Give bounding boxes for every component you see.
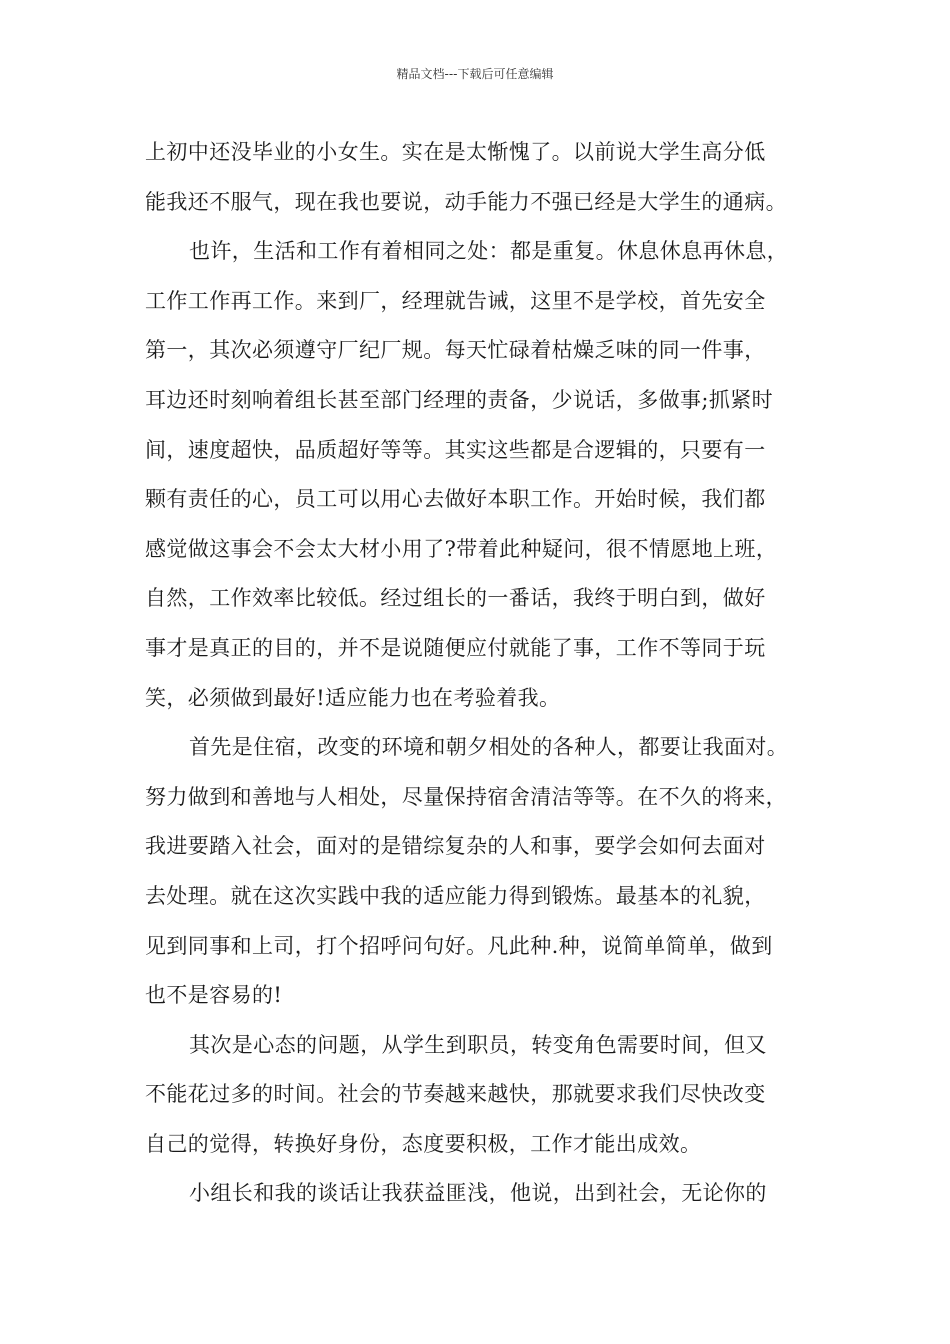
text-line: 去处理。就在这次实践中我的适应能力得到锻炼。最基本的礼貌，	[145, 883, 766, 908]
paragraph-start-line: 其次是心态的问题，从学生到职员，转变角色需要时间，但又	[189, 1032, 767, 1057]
paragraph-start-line: 首先是住宿，改变的环境和朝夕相处的各种人，都要让我面对。	[189, 735, 789, 760]
text-line: 笑，必须做到最好!适应能力也在考验着我。	[145, 685, 561, 710]
text-line: 自己的觉得，转换好身份，态度要积极，工作才能出成效。	[145, 1131, 702, 1156]
text-line: 工作工作再工作。来到厂，经理就告诫，这里不是学校，首先安全	[145, 288, 766, 313]
text-line: 上初中还没毕业的小女生。实在是太惭愧了。以前说大学生高分低	[145, 140, 766, 164]
text-line: 不能花过多的时间。社会的节奏越来越快，那就要求我们尽快改变	[145, 1082, 766, 1107]
page-header: 精品文档---下载后可任意编辑	[396, 67, 554, 81]
text-line: 我进要踏入社会，面对的是错综复杂的人和事，要学会如何去面对	[145, 834, 766, 859]
text-line: 见到同事和上司，打个招呼问句好。凡此种.种，说简单简单，做到	[145, 933, 773, 958]
text-line: 努力做到和善地与人相处，尽量保持宿舍清洁等等。在不久的将来，	[145, 784, 787, 809]
body-text	[145, 128, 810, 1219]
text-line: 第一，其次必须遵守厂纪厂规。每天忙碌着枯燥乏味的同一件事，	[145, 338, 766, 363]
text-line: 间，速度超快，品质超好等等。其实这些都是合逻辑的，只要有一	[145, 437, 766, 462]
text-line: 耳边还时刻响着组长甚至部门经理的责备，少说话，多做事;抓紧时	[145, 387, 774, 412]
text-line: 也不是容易的!	[145, 983, 283, 1008]
paragraph-start-line: 小组长和我的谈话让我获益匪浅，他说，出到社会，无论你的	[189, 1181, 767, 1206]
text-line: 事才是真正的目的，并不是说随便应付就能了事，工作不等同于玩	[145, 635, 766, 660]
text-line: 感觉做这事会不会太大材小用了?带着此种疑问，很不情愿地上班，	[145, 536, 778, 561]
text-line: 能我还不服气，现在我也要说，动手能力不强已经是大学生的通病。	[145, 189, 787, 214]
text-line: 自然，工作效率比较低。经过组长的一番话，我终于明白到，做好	[145, 586, 766, 611]
text-line: 颗有责任的心，员工可以用心去做好本职工作。开始时候，我们都	[145, 487, 766, 512]
paragraph-start-line: 也许，生活和工作有着相同之处：都是重复。休息休息再休息，	[189, 239, 789, 264]
